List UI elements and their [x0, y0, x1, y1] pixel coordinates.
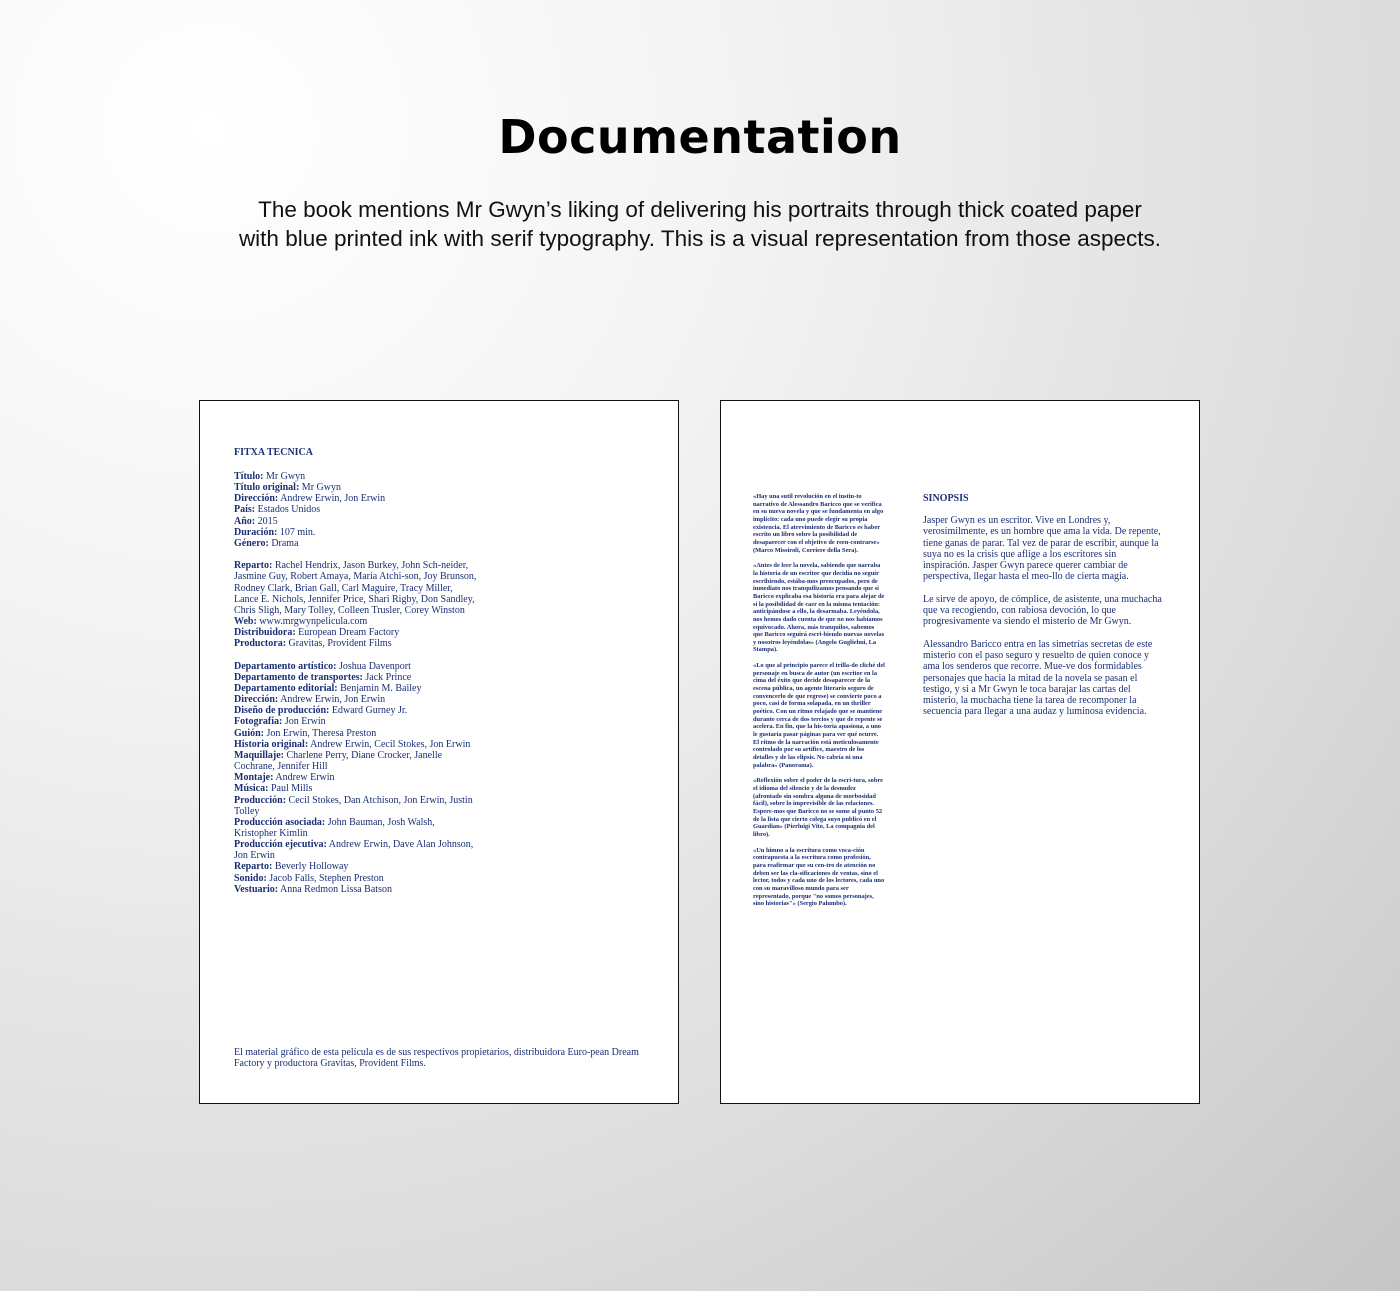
sinopsis-heading: SINOPSIS: [923, 493, 969, 504]
credit-label: Maquillaje:: [234, 749, 284, 761]
credit-value: Joshua Davenport: [336, 660, 411, 672]
credit-label: Historia original:: [234, 738, 309, 750]
credit-row: [234, 683, 479, 694]
credit-row: [234, 884, 479, 895]
credit-value: John Bauman, Josh Walsh, Kristopher Kimlin: [234, 816, 435, 839]
fitxa-tecnica-page: [199, 400, 679, 1104]
credit-label: Dirección:: [234, 694, 279, 706]
credit-value: Charlene Perry, Diane Crocker, Janelle Cochrane, Jennifer Hill: [234, 749, 443, 773]
credit-value: Andrew Erwin: [273, 772, 335, 784]
credit-value: www.mrgwynpelicula.com: [256, 616, 368, 628]
credit-row: [234, 616, 479, 627]
credit-label: Productora:: [234, 638, 287, 650]
credit-value: Jacob Falls, Stephen Preston: [266, 872, 384, 884]
credit-value: Drama: [268, 537, 299, 549]
credit-label: Dirección:: [234, 493, 279, 505]
credit-label: Duración:: [234, 526, 278, 538]
credit-row: [234, 471, 479, 482]
subtitle-line: The book mentions Mr Gwyn’s liking of delivering his portraits through thick coated paper: [258, 197, 1142, 222]
credit-value: 2015: [255, 515, 278, 527]
credit-value: Estados Unidos: [255, 504, 321, 516]
credit-row: [234, 527, 479, 538]
press-quote: «Lo que al principio parece el trilla-do cliché del personaje en busca de autor (un escritor en la cima del éxito que decide desaparecer de la escena pública, un agente literario seguro de convencerlo de que regrese) se convierte poco a poco, casi de forma solapada, en un thriller poético. Con un ritmo relajado que se mantiene durante cerca de dos tercios y que de repente se acelera. En fin, que la his-toria apasiona, a uno le gustaría pasar páginas para ver qué ocurre. El ritmo de la narración está meticulosamente controlado por su artífice, maestro de los detalles y de las elipsis. No cabría ni una palabra» (Panorama).: [753, 662, 885, 769]
credits-group-cast: [234, 560, 479, 649]
credit-value: Mr Gwyn: [263, 471, 306, 482]
credit-label: Música:: [234, 783, 269, 795]
credit-label: País:: [234, 504, 256, 516]
press-quote: «Reflexión sobre el poder de la escri-tura, sobre el idioma del silencio y de la desnudez (afrontado sin sombra alguna de morbosidad fácil), sobre lo imprevisible de las relaciones. Espere-mos que Baricco no se sume al punto 52 de la lista que cierto colega suyo publicó en el Guardian» (Pierluigi Vito, La compagnia del libro).: [753, 777, 883, 838]
credit-row: [234, 694, 479, 705]
credit-label: Reparto:: [234, 861, 273, 873]
credit-label: Departamento editorial:: [234, 682, 338, 694]
credit-row: [234, 672, 479, 683]
credit-value: European Dream Factory: [295, 627, 400, 639]
credit-row: [234, 839, 479, 861]
credit-value: Paul Mills: [268, 783, 313, 795]
credit-row: [234, 493, 479, 504]
credit-label: Guión:: [234, 727, 265, 739]
credit-row: [234, 516, 479, 527]
credit-row: [234, 795, 479, 817]
copyright-note: El material gráfico de esta película es de sus respectivos propietarios, distribuidora Euro-pean Dream Factory y productora Gravitas, Provident Films.: [234, 1047, 639, 1070]
credit-label: Producción:: [234, 794, 287, 806]
credit-label: Sonido:: [234, 872, 267, 884]
credit-row: [234, 739, 479, 750]
fitxa-tecnica-heading: FITXA TECNICA: [234, 447, 313, 458]
credit-label: Web:: [234, 616, 257, 628]
credit-value: Jon Erwin: [282, 716, 326, 728]
credit-row: [234, 716, 479, 727]
credit-label: Producción ejecutiva:: [234, 839, 327, 851]
press-quote: «Un himno a la escritura como voca-ción contrapuesta a la escritura como profesión, para reafirmar que su cen-tro de atención no deben ser las cla-sificaciones de ventas, sino el lector, todos y cada uno de los lectores, cada uno con su maravilloso mundo para ser representado, porque "no somos personajes, sino historias"» (Sergio Palumbo).: [753, 846, 885, 908]
sinopsis-paragraph: Le sirve de apoyo, de cómplice, de asistente, una muchacha que va recogiendo, con rabiosa devoción, lo que progresivamente va siendo el misterio de Mr Gwyn.: [923, 593, 1162, 628]
credit-label: Departamento artístico:: [234, 660, 337, 672]
credit-label: Vestuario:: [234, 883, 279, 895]
credit-label: Título original:: [234, 482, 300, 494]
credit-label: Reparto:: [234, 560, 273, 572]
credits-group-general: [234, 471, 479, 549]
sinopsis-paragraph: Jasper Gwyn es un escritor. Vive en Londres y, verosímilmente, es un hombre que ama la vida. De repente, tiene ganas de parar. Tal vez de parar de escribir, aunque la suya no es la crisis que aflige a los escritores sin inspiración. Jasper Gwyn parece querer cambiar de perspectiva, llegar hasta el meo-llo de cierta magia.: [923, 515, 1161, 583]
credit-row: [234, 504, 479, 515]
credit-label: Diseño de producción:: [234, 705, 330, 717]
credit-value: Jon Erwin, Theresa Preston: [264, 727, 377, 739]
press-quote: «Hay una sutil revolución en el instin-to narrativo de Alessandro Baricco que se verifica en su nueva novela y que se fundamenta en algo implícito: cada uno puede elegir su propia existencia. El atrevimiento de Baricco es haber escrito un libro sobre la posibilidad de desaparecer con el objetivo de reen-contrarse» (Marco Missiroli, Corriere della Sera).: [753, 493, 884, 554]
credit-row: [234, 661, 479, 672]
credit-value: Andrew Erwin, Cecil Stokes, Jon Erwin: [308, 738, 471, 750]
sinopsis-text: [923, 515, 1165, 729]
credit-row: [234, 728, 479, 739]
credit-label: Producción asociada:: [234, 816, 326, 828]
credit-label: Departamento de transportes:: [234, 671, 363, 683]
credit-row: [234, 638, 479, 649]
press-quote: «Antes de leer la novela, sabiendo que narraba la historia de un escritor que decidía no seguir escribiendo, estába-mos preocupados, pero de inmediato nos tranquilizamos pensando que si Baricco explicaba esa historia era para alejar de sí la posibilidad de caer en la misma tentación: anticipándose a ello, la desarmaba. Leyéndola, nos hemos dado cuenta de que no nos habíamos equivocado. Ahora, más tranquilos, sabemos que Baricco seguirá escri-biendo nuevas novelas y nosotros leyéndolas» (Angelo Guglielmi, La Stampa).: [753, 562, 885, 654]
credit-value: Andrew Erwin, Jon Erwin: [278, 493, 386, 505]
press-quotes: [753, 493, 885, 916]
credit-row: [234, 861, 479, 872]
page-title: Documentation: [498, 110, 902, 164]
subtitle-line: with blue printed ink with serif typography. This is a visual representation from those aspects.: [238, 226, 1162, 251]
credit-label: Año:: [234, 515, 256, 527]
credit-label: Distribuidora:: [234, 627, 296, 639]
credit-row: [234, 783, 479, 794]
credit-value: Andrew Erwin, Dave Alan Johnson, Jon Erwin: [234, 839, 474, 862]
credit-row: [234, 750, 479, 772]
credit-value: Edward Gurney Jr.: [329, 705, 408, 717]
credit-value: Anna Redmon Lissa Batson: [278, 883, 392, 895]
credit-value: Rachel Hendrix, Jason Burkey, John Sch-neider, Jasmine Guy, Robert Amaya, Maria Atchi-son, Joy Brunson, Rodney Clark, Brian Gall, Carl Maguire, Tracy Miller, Lance E. Nichols, Jennifer Price, Shari Rigby, Don Sandley, Chris Sligh, Mary Tolley, Colleen Trusler, Corey Winston: [234, 560, 477, 616]
credit-row: [234, 538, 479, 549]
credit-value: Cecil Stokes, Dan Atchison, Jon Erwin, Justin Tolley: [234, 794, 473, 817]
sinopsis-paragraph: Alessandro Baricco entra en las simetrías secretas de este misterio con el paso seguro y resuelto de quien conoce y ama los senderos que recorre. Mue-ve dos formidables personajes que hacia la mitad de la novela se pasan el testigo, y si a Mr Gwyn le toca barajar las cartas del misterio, la muchacha tiene la tarea de recomponer la secuencia para llegar a una audaz y luminosa evidencia.: [923, 638, 1153, 718]
credit-row: [234, 873, 479, 884]
page-subtitle: [0, 195, 1400, 253]
credit-row: [234, 560, 479, 616]
credit-value: Gravitas, Provident Films: [286, 638, 392, 650]
credit-label: Género:: [234, 537, 269, 549]
sinopsis-page: [720, 400, 1200, 1104]
credit-row: [234, 627, 479, 638]
credits-group-crew: [234, 661, 479, 895]
credit-value: Jack Prince: [362, 671, 412, 683]
credit-value: Beverly Holloway: [272, 861, 349, 873]
credit-value: Andrew Erwin, Jon Erwin: [278, 694, 386, 706]
credit-row: [234, 705, 479, 716]
credit-row: [234, 817, 479, 839]
credit-label: Fotografía:: [234, 716, 283, 728]
credit-value: Mr Gwyn: [299, 482, 341, 494]
credit-row: [234, 482, 479, 493]
credit-label: Montaje:: [234, 772, 274, 784]
credits-list: [234, 471, 479, 895]
credit-value: 107 min.: [277, 526, 316, 538]
credit-row: [234, 772, 479, 783]
credit-value: Benjamin M. Bailey: [337, 682, 422, 694]
credit-label: Título:: [234, 471, 264, 482]
